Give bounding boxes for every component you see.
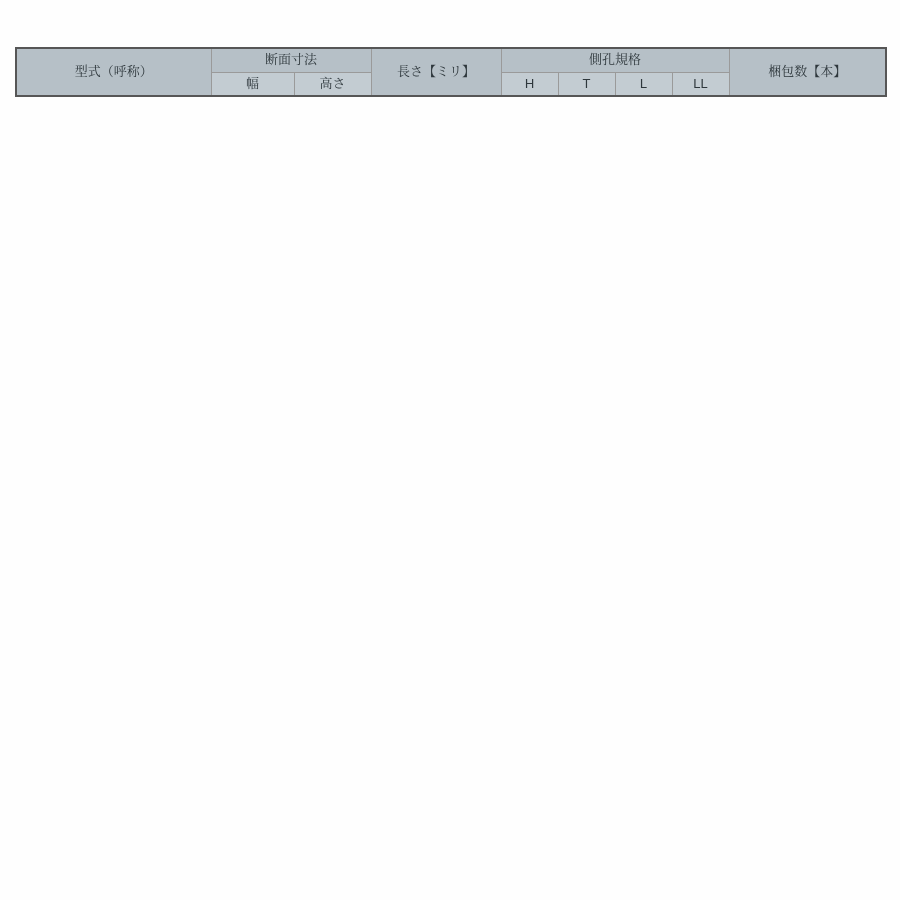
header-height: 高さ [294,72,371,96]
header-packing-count: 梱包数【本】 [729,48,886,96]
header-hole-h: H [501,72,558,96]
header-model: 型式（呼称） [16,48,211,96]
header-length: 長さ【ミリ】 [371,48,501,96]
table-header [16,48,886,96]
header-width: 幅 [211,72,294,96]
header-hole-l: L [615,72,672,96]
header-hole-t: T [558,72,615,96]
header-hole-ll: LL [672,72,729,96]
spec-table [15,47,887,97]
header-side-hole-spec: 側孔規格 [501,48,729,72]
header-cross-section: 断面寸法 [211,48,371,72]
